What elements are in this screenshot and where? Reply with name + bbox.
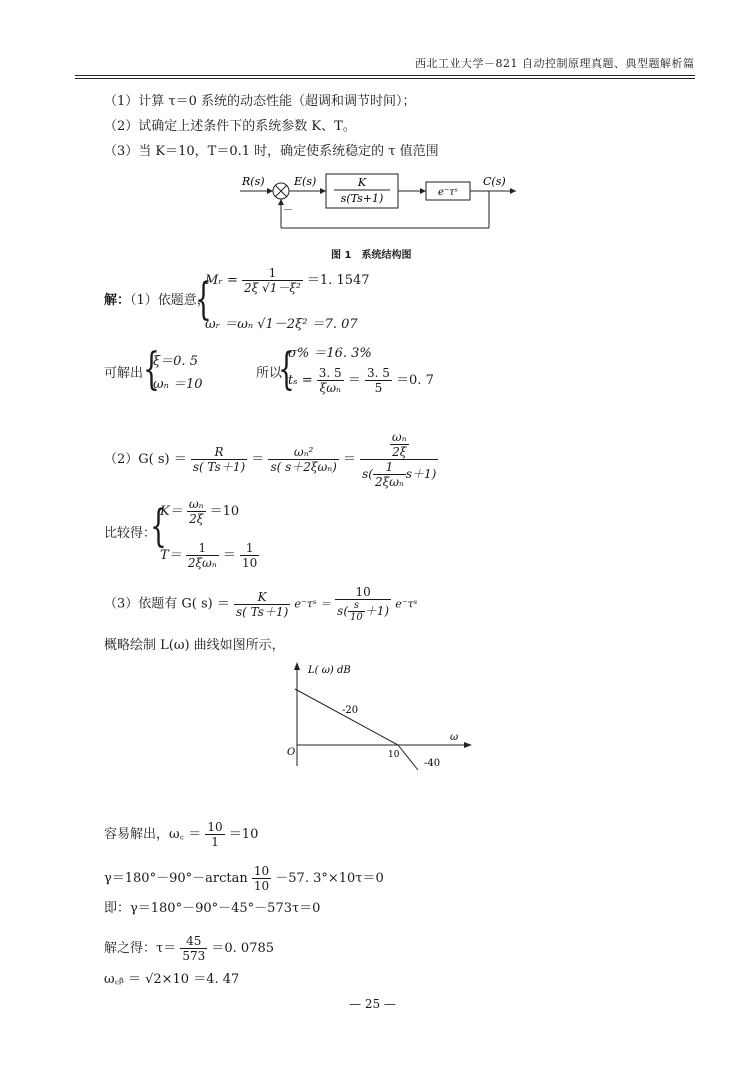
feedback-minus: － — [283, 205, 293, 216]
t-num-2: 1 — [240, 541, 259, 556]
ts-num-1: 3. 5 — [318, 366, 342, 380]
ts-eq: ＝ — [347, 373, 361, 388]
t-lhs: T＝ — [160, 548, 182, 563]
p3-den-2-frac — [348, 600, 365, 623]
mr-den: 2ξ √1－ξ² — [244, 281, 301, 295]
g-num-1: R — [191, 445, 247, 460]
solution-label: 解： — [104, 293, 131, 308]
g-num-2: ωₙ² — [268, 445, 338, 460]
brace-3: { — [278, 344, 295, 395]
xi-value: ξ＝0. 5 — [153, 354, 198, 369]
label-bijiao: 比较得： — [104, 526, 157, 541]
ji-line: 即：γ＝180°－90°－45°－573τ＝0 — [104, 901, 321, 916]
p3-equation — [104, 585, 417, 623]
g-den-3-pre: s( — [362, 467, 373, 481]
gamma-lhs: γ＝180°－90°－arctan — [104, 871, 248, 886]
p3-lhs: （3）依题有 G( s) ＝ — [104, 596, 230, 612]
solution-intro: （1）依题意， — [130, 293, 210, 308]
brace-4: { — [150, 501, 167, 552]
g-den-3 — [360, 460, 438, 489]
jie-line — [104, 934, 274, 963]
p3-den-1: s( Ts＋1) — [236, 604, 289, 619]
p3-exp-2: e⁻τˢ — [395, 597, 418, 611]
ts-value: ＝0. 7 — [396, 373, 434, 388]
gamma-line — [104, 864, 384, 893]
gailue-line: 概略绘制 L(ω) 曲线如图所示， — [104, 638, 285, 653]
rongyi-value: ＝10 — [228, 827, 259, 842]
gamma-den: 10 — [253, 879, 270, 893]
page-number: — 25 — — [349, 997, 396, 1011]
plant-denominator: s(Ts+1) — [340, 192, 384, 205]
header-rule-top — [75, 75, 695, 76]
block-diagram — [230, 168, 530, 234]
rongyi-frac — [205, 820, 224, 849]
error-label: E(s) — [294, 175, 317, 188]
g-den-3-post: s＋1) — [405, 467, 437, 481]
sigma-value: σ% ＝16. 3% — [288, 346, 372, 361]
p3-den-2-post: ＋1) — [364, 604, 390, 618]
p3-den-2-pre: s( — [337, 604, 349, 618]
segment-minus-40 — [398, 745, 418, 770]
ts-equation — [288, 366, 434, 395]
t-den-1: 2ξωₙ — [187, 556, 217, 570]
bode-origin: O — [287, 747, 296, 758]
g-num-3 — [360, 430, 438, 460]
gamma-rest: －57. 3°×10τ＝0 — [275, 871, 384, 886]
plant-numerator: K — [357, 176, 367, 189]
rongyi-num: 10 — [207, 820, 223, 834]
ts-frac-2 — [365, 366, 392, 395]
delay-label: e⁻τˢ — [437, 187, 459, 198]
g-eq-3: ＝ — [342, 452, 356, 467]
mr-value: ＝1. 1547 — [306, 273, 370, 288]
question-part-1: （1）计算 τ＝0 系统的动态性能（超调和调节时间）； — [104, 94, 416, 109]
jie-den: 573 — [182, 949, 206, 963]
ts-den-1: ξωₙ — [319, 381, 341, 395]
g-num-3-d: 2ξ — [392, 445, 407, 459]
k-value: ＝10 — [209, 504, 240, 519]
rongyi-lhs: 容易解出，ω꜀ ＝ — [104, 827, 202, 842]
input-label: R(s) — [242, 175, 265, 188]
p3-frac-2 — [335, 585, 391, 623]
p3-den-2-d: 10 — [350, 612, 363, 623]
t-equation — [160, 541, 259, 570]
t-frac-1 — [186, 541, 219, 570]
brace-2: { — [143, 344, 160, 395]
g-num-3-frac — [390, 430, 409, 459]
p3-den-2 — [335, 600, 391, 623]
g-den-2: s( s＋2ξωₙ) — [270, 460, 337, 474]
mr-num: 1 — [242, 266, 303, 281]
g-eq-2: ＝ — [251, 452, 265, 467]
g-lhs: （2）G( s) ＝ — [104, 452, 187, 467]
output-label: C(s) — [483, 175, 506, 188]
header-rule-bottom — [75, 78, 695, 79]
wr-equation: ωᵣ ＝ωₙ √1－2ξ² ＝7. 07 — [205, 317, 358, 332]
t-den-2: 10 — [242, 556, 258, 570]
ts-frac-1 — [317, 366, 344, 395]
p3-den-2-n: s — [348, 600, 365, 612]
g-frac-3 — [360, 430, 438, 489]
solution-lead — [104, 293, 210, 309]
mr-lhs: Mᵣ = — [205, 273, 238, 288]
mr-fraction — [242, 266, 303, 295]
bode-plot — [282, 658, 482, 774]
jie-num: 45 — [180, 934, 207, 949]
t-eq: ＝ — [222, 548, 236, 563]
g-frac-1 — [191, 445, 247, 474]
label-suoyi: 所以 — [256, 366, 283, 381]
g-den-3-n: 1 — [373, 460, 406, 475]
t-num-1: 1 — [186, 541, 219, 556]
g-den-3-d: 2ξωₙ — [374, 475, 404, 489]
bode-xlabel: ω — [450, 732, 459, 743]
ts-num-2: 3. 5 — [366, 366, 390, 380]
wn-value: ωₙ ＝10 — [153, 377, 203, 392]
gamma-num: 10 — [253, 864, 270, 878]
p3-num-1: K — [234, 590, 290, 605]
segment-minus-20 — [295, 689, 398, 745]
k-num: ωₙ — [188, 497, 204, 511]
ts-lhs: tₛ = — [288, 373, 313, 388]
brace-1: { — [195, 274, 212, 325]
t-frac-2 — [240, 541, 259, 570]
jie-value: ＝0. 0785 — [211, 941, 275, 956]
p3-frac-1 — [234, 590, 290, 619]
p3-exp-1: e⁻τˢ ＝ — [294, 597, 332, 611]
wcb-line: ω꜀ᵦ ＝ √2×10 ＝4. 47 — [104, 972, 240, 987]
g-den-1: s( Ts＋1) — [192, 460, 246, 474]
jie-lhs: 解之得：τ＝ — [104, 941, 177, 956]
g-num-3-n: ωₙ — [391, 430, 407, 444]
ts-den-2: 5 — [374, 381, 383, 395]
k-lhs: K＝ — [160, 504, 183, 519]
g-den-3-frac — [373, 460, 406, 489]
gamma-frac — [252, 864, 271, 893]
running-header: 西北工业大学－821 自动控制原理真题、典型题解析篇 — [415, 57, 695, 70]
slope-label-1: -20 — [342, 705, 359, 716]
bode-ylabel: L( ω) dB — [308, 665, 351, 676]
k-frac — [187, 497, 206, 526]
g-frac-2 — [268, 445, 338, 474]
k-equation — [160, 497, 239, 526]
rongyi-line — [104, 820, 258, 849]
g-equation — [104, 430, 438, 489]
mr-equation — [205, 266, 370, 295]
figure-caption: 图 1 系统结构图 — [331, 250, 412, 261]
jie-frac — [180, 934, 207, 963]
k-den: 2ξ — [189, 512, 204, 526]
label-kejie: 可解出 — [104, 366, 144, 381]
p3-num-2: 10 — [335, 585, 391, 600]
slope-label-2: -40 — [424, 758, 441, 769]
rongyi-den: 1 — [211, 835, 219, 849]
question-part-3: （3）当 K＝10，T＝0.1 时，确定使系统稳定的 τ 值范围 — [104, 144, 439, 159]
question-part-2: （2）试确定上述条件下的系统参数 K、T。 — [104, 119, 356, 134]
crossover-label: 10 — [388, 750, 400, 760]
